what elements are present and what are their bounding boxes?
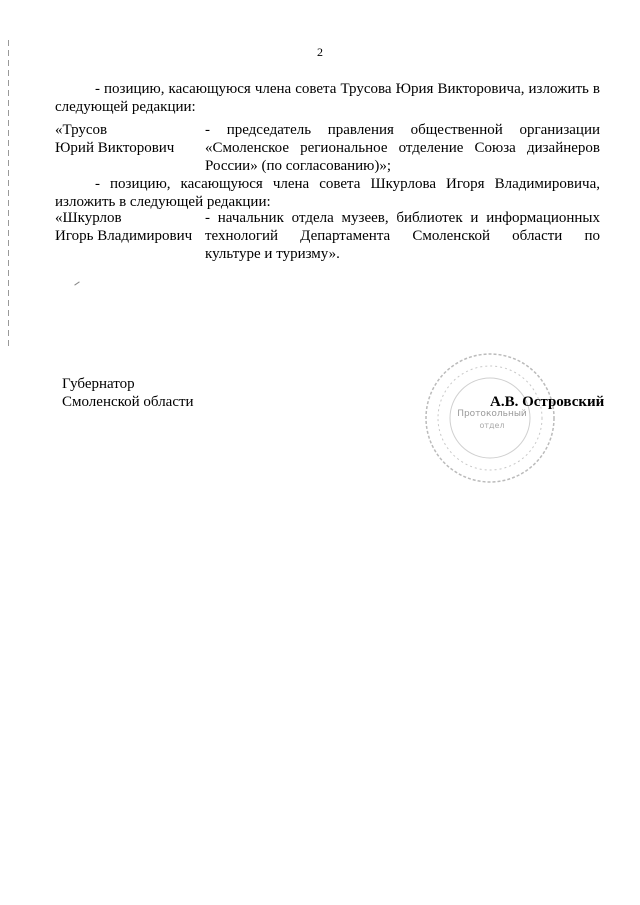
signer-title-line: Смоленской области [62, 394, 194, 410]
description-line: технологий Департамента Смоленской области по [205, 228, 600, 244]
paragraph-line: изложить в следующей редакции: [55, 194, 271, 210]
description-line: «Смоленское региональное отделение Союза дизайнеров [205, 140, 600, 156]
signer-name: А.В. Островский [490, 394, 605, 410]
signature-block [62, 375, 194, 411]
description-line: России» (по согласованию)»; [205, 158, 392, 174]
paragraph-line: - позицию, касающуюся члена совета Трусова Юрия Викторовича, изложить в [95, 81, 600, 97]
page-number: 2 [317, 45, 323, 59]
entry-description [205, 209, 600, 263]
margin-line [8, 40, 9, 350]
stamp-text: отдел [479, 421, 505, 430]
signer-title-line: Губернатор [62, 376, 135, 392]
paragraph-line: - позицию, касающуюся члена совета Шкурлова Игоря Владимировича, [95, 176, 600, 192]
paragraph-trusov-intro [55, 80, 600, 116]
paragraph-shkurlov-intro [55, 175, 600, 211]
name-line: Юрий Викторович [55, 140, 175, 156]
official-stamp [420, 348, 560, 488]
description-line: - начальник отдела музеев, библиотек и информационных [205, 210, 600, 226]
paragraph-line: следующей редакции: [55, 99, 196, 115]
name-line: «Шкурлов [55, 210, 122, 226]
description-line: культуре и туризму». [205, 246, 340, 262]
entry-name [55, 121, 205, 157]
stray-mark [74, 281, 79, 285]
name-line: «Трусов [55, 122, 108, 138]
description-line: - председатель правления общественной организации [205, 122, 600, 138]
entry-description [205, 121, 600, 175]
stamp-text: Протокольный [457, 409, 527, 419]
entry-name [55, 209, 205, 245]
name-line: Игорь Владимирович [55, 228, 193, 244]
